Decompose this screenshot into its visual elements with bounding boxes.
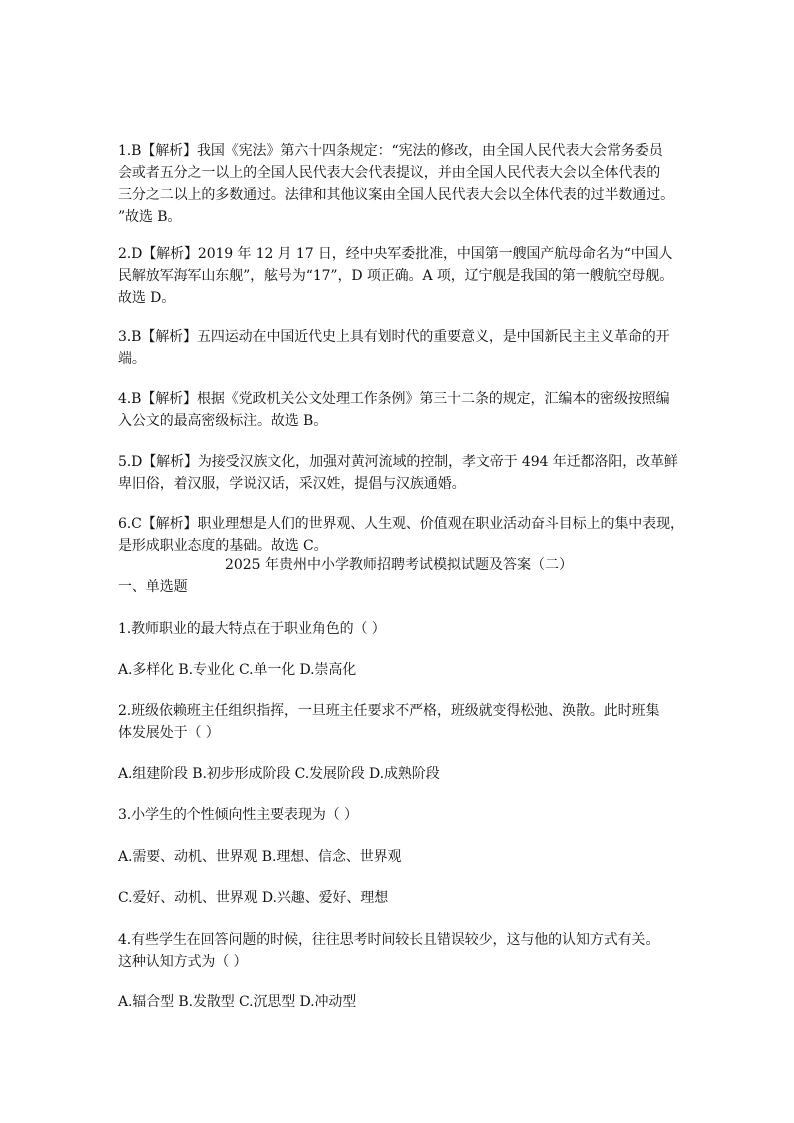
question-2-options-line-1: A.组建阶段 B.初步形成阶段 C.发展阶段 D.成熟阶段 xyxy=(118,766,440,782)
question-4-options-line-1: A.辐合型 B.发散型 C.沉思型 D.冲动型 xyxy=(118,994,357,1010)
question-3-stem xyxy=(118,804,680,826)
question-1-options xyxy=(118,659,680,681)
question-1-stem xyxy=(118,618,680,640)
answer-1-line-4: ”故选 B。 xyxy=(118,209,182,225)
answer-3 xyxy=(118,326,680,370)
answer-2-line-1: 2.D【解析】2019 年 12 月 17 日，经中央军委批准，中国第一艘国产航母命名为“中国人 xyxy=(118,246,673,262)
answer-1-line-1: 1.B【解析】我国《宪法》第六十四条规定：“宪法的修改，由全国人民代表大会常务委员 xyxy=(118,143,663,159)
answer-1-line-2: 会或者五分之一以上的全国人民代表大会代表提议，并由全国人民代表大会以全体代表的 xyxy=(118,165,661,181)
answer-4-line-1: 4.B【解析】根据《党政机关公文处理工作条例》第三十二条的规定，汇编本的密级按照编 xyxy=(118,391,670,407)
answer-6-line-2: 是形成职业态度的基础。故选 C。 xyxy=(118,538,328,554)
exam-title: 2025 年贵州中小学教师招聘考试模拟试题及答案（二） xyxy=(224,557,574,573)
answer-3-line-2: 端。 xyxy=(118,351,146,367)
answer-2-line-3: 故选 D。 xyxy=(118,290,176,306)
question-3-options-line-1: A.需要、动机、世界观 B.理想、信念、世界观 xyxy=(118,849,402,865)
question-4-stem-line-1: 4.有些学生在回答问题的时候，往往思考时间较长且错误较少，这与他的认知方式有关。 xyxy=(118,932,660,948)
answer-3-line-1: 3.B【解析】五四运动在中国近代史上具有划时代的重要意义，是中国新民主主义革命的开 xyxy=(118,329,670,345)
question-2-stem-line-1: 2.班级依赖班主任组织指挥，一旦班主任要求不严格，班级就变得松弛、涣散。此时班集 xyxy=(118,703,660,719)
question-1-stem-line-1: 1.教师职业的最大特点在于职业角色的（ ） xyxy=(118,621,386,637)
question-2-stem-line-2: 体发展处于（ ） xyxy=(118,725,220,741)
question-4-stem-line-2: 这种认知方式为（ ） xyxy=(118,954,248,970)
answer-4-line-2: 入公文的最高密级标注。故选 B。 xyxy=(118,413,328,429)
answer-4 xyxy=(118,388,680,432)
question-4-stem xyxy=(118,929,680,973)
answer-5-line-1: 5.D【解析】为接受汉族文化，加强对黄河流域的控制，孝文帝于 494 年迁都洛阳，改革鲜 xyxy=(118,454,678,470)
question-3-options-line-2: C.爱好、动机、世界观 D.兴趣、爱好、理想 xyxy=(118,890,389,906)
answer-2 xyxy=(118,243,680,309)
question-2-options xyxy=(118,763,680,785)
section-heading xyxy=(118,576,680,598)
answer-6 xyxy=(118,513,684,557)
answer-1-line-3: 三分之二以上的多数通过。法律和其他议案由全国人民代表大会以全体代表的过半数通过。 xyxy=(118,187,674,203)
answer-1 xyxy=(118,140,680,228)
question-3-stem-line-1: 3.小学生的个性倾向性主要表现为（ ） xyxy=(118,807,358,823)
question-2-stem xyxy=(118,700,680,744)
answer-5-line-2: 卑旧俗，着汉服，学说汉话，采汉姓，提倡与汉族通婚。 xyxy=(118,476,466,492)
answer-6-line-1: 6.C【解析】职业理想是人们的世界观、人生观、价值观在职业活动奋斗目标上的集中表现， xyxy=(118,516,684,532)
answer-5 xyxy=(118,451,680,495)
answer-2-line-2: 民解放军海军山东舰”，舷号为“17”，D 项正确。A 项，辽宁舰是我国的第一艘航空母舰。 xyxy=(118,268,674,284)
section-heading-text: 一、单选题 xyxy=(118,579,188,595)
question-4-options xyxy=(118,991,680,1013)
question-3-options-cd xyxy=(118,887,680,909)
question-3-options-ab xyxy=(118,846,680,868)
question-1-options-line-1: A.多样化 B.专业化 C.单一化 D.崇高化 xyxy=(118,662,357,678)
